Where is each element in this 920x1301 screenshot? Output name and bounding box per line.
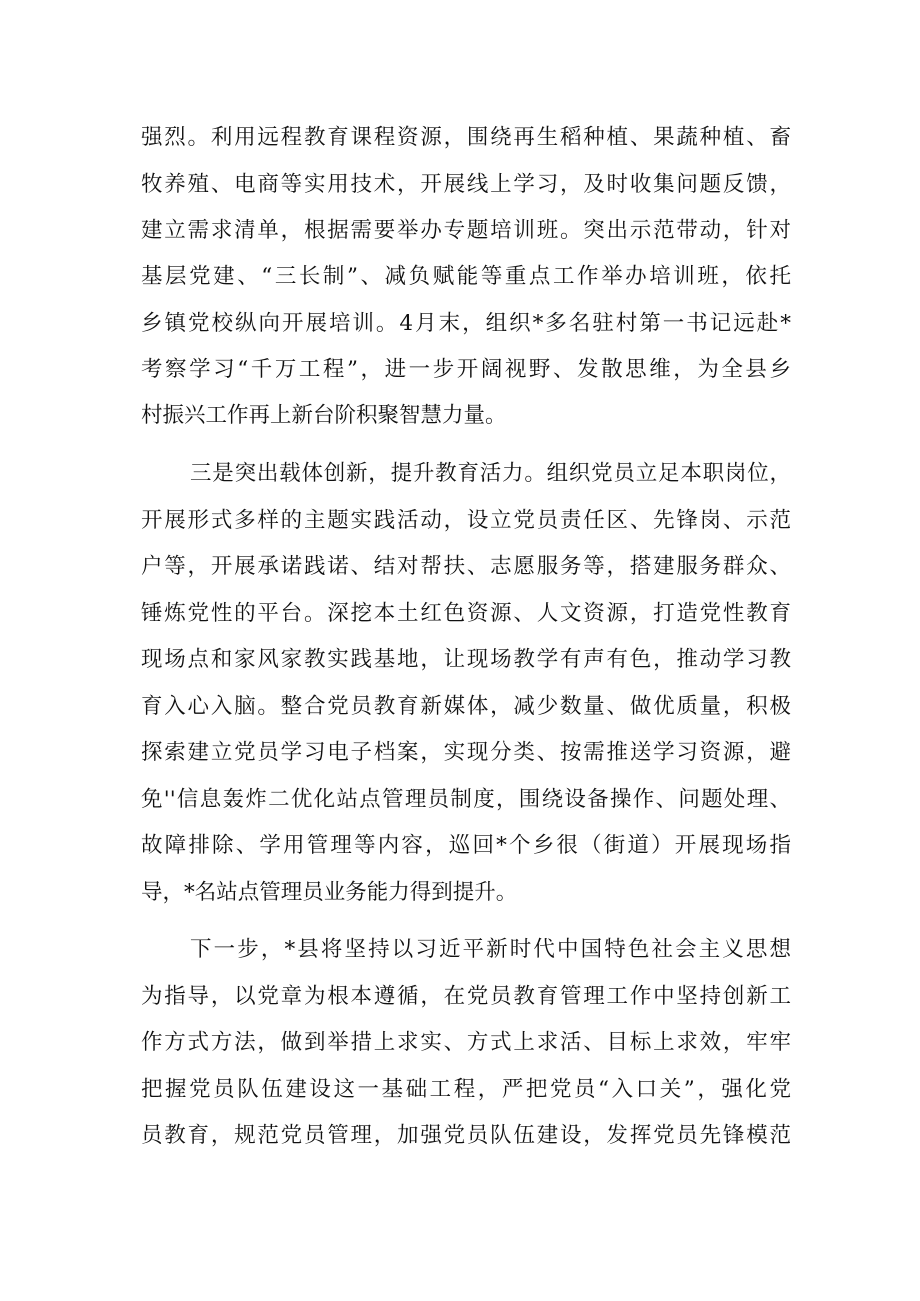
body-text-line: 锤炼党性的平台。深挖本土红色资源、人文资源，打造党性教育 <box>141 601 791 626</box>
body-text-line: 为指导，以党章为根本遵循，在党员教育管理工作中坚持创新工 <box>141 984 791 1009</box>
body-text-line: 考察学习“千万工程”，进一步开阔视野、发散思维，为全县乡 <box>141 357 791 382</box>
body-text-line: 免''信息轰炸二优化站点管理员制度，围绕设备操作、问题处理、 <box>141 787 791 812</box>
body-text-line: 基层党建、“三长制”、减负赋能等重点工作举办培训班，依托 <box>141 264 791 289</box>
body-text-line: 乡镇党校纵向开展培训。4月末，组织*多名驻村第一书记远赴* <box>141 311 791 336</box>
paragraph-first-line: 下一步，*县将坚持以习近平新时代中国特色社会主义思想 <box>190 937 791 962</box>
body-text-line: 育入心入脑。整合党员教育新媒体，减少数量、做优质量，积极 <box>141 694 791 719</box>
body-text-line: 导，*名站点管理员业务能力得到提升。 <box>141 880 518 905</box>
body-text-line: 户等，开展承诺践诺、结对帮扶、志愿服务等，搭建服务群众、 <box>141 554 791 579</box>
body-text-line: 强烈。利用远程教育课程资源，围绕再生稻种植、果蔬种植、畜 <box>141 125 791 150</box>
paragraph-first-line: 三是突出载体创新，提升教育活力。组织党员立足本职岗位， <box>190 461 791 486</box>
body-text-line: 探索建立党员学习电子档案，实现分类、按需推送学习资源，避 <box>141 740 791 765</box>
body-text-line: 牧养殖、电商等实用技术，开展线上学习，及时收集问题反馈， <box>141 172 791 197</box>
body-text-line: 把握党员队伍建设这一基础工程，严把党员“入口关”，强化党 <box>141 1077 791 1102</box>
body-text-line: 建立需求清单，根据需要举办专题培训班。突出示范带动，针对 <box>141 218 791 243</box>
body-text-line: 故障排除、学用管理等内容，巡回*个乡很（街道）开展现场指 <box>141 833 791 858</box>
body-text-line: 开展形式多样的主题实践活动，设立党员责任区、先锋岗、示范 <box>141 508 791 533</box>
body-text-line: 员教育，规范党员管理，加强党员队伍建设，发挥党员先锋模范 <box>141 1123 791 1148</box>
body-text-line: 现场点和家风家教实践基地，让现场教学有声有色，推动学习教 <box>141 647 791 672</box>
body-text-line: 村振兴工作再上新台阶积聚智慧力量。 <box>141 403 507 428</box>
body-text-line: 作方式方法，做到举措上求实、方式上求活、目标上求效，牢牢 <box>141 1030 791 1055</box>
